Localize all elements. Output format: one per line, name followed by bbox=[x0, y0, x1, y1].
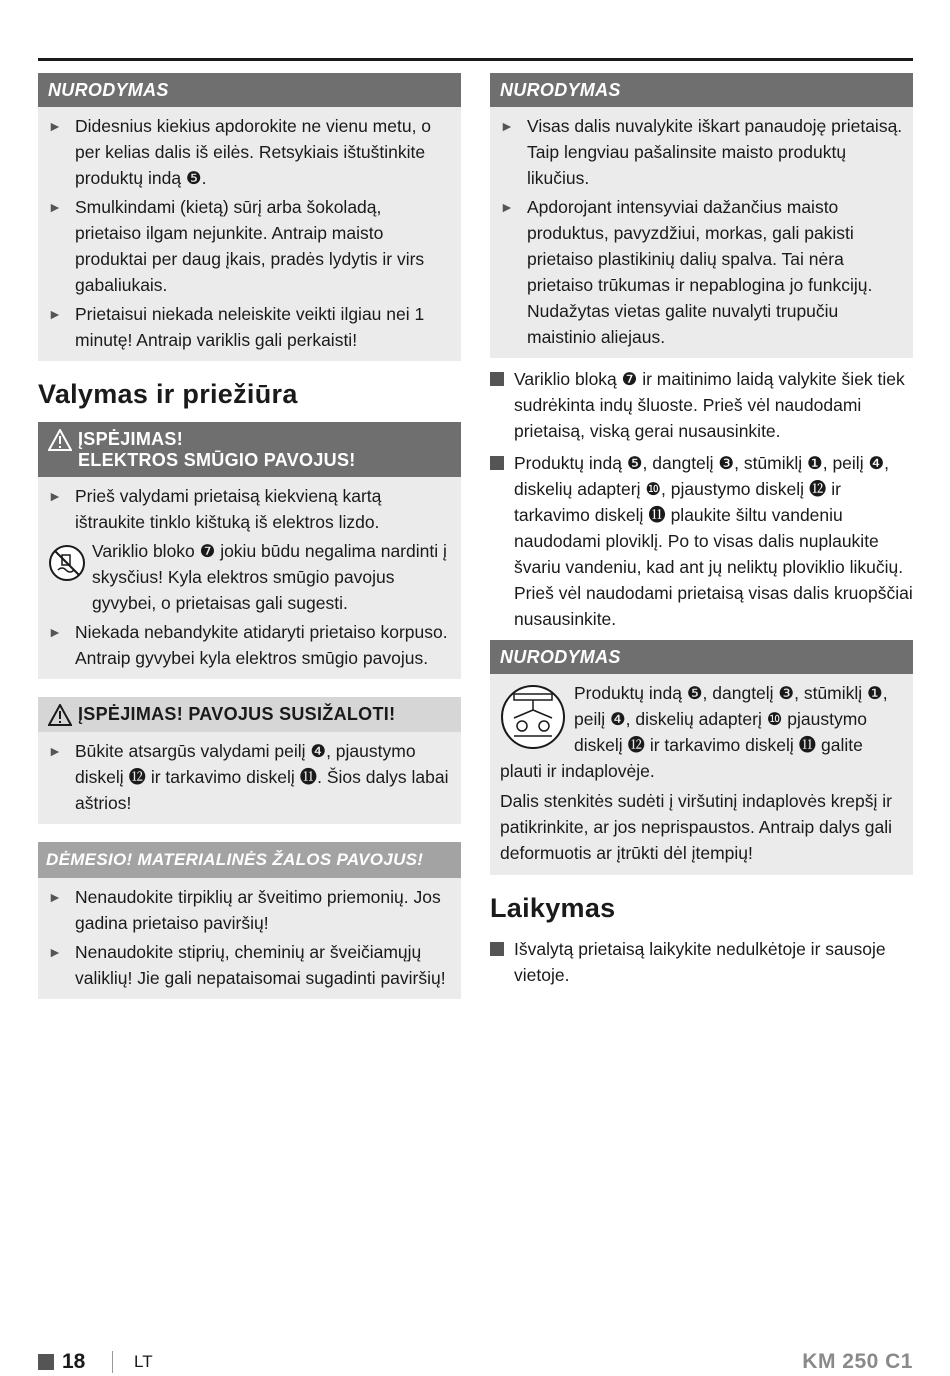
arrow-bullet-icon: ► bbox=[48, 199, 62, 215]
arrow-bullet-icon: ► bbox=[500, 118, 514, 134]
warning-item: ► Būkite atsargūs valydami peilį ❹, pjaustymo diskelį ⓬ ir tarkavimo diskelį ⓫. Šios dalys labai aštrios! bbox=[48, 738, 451, 816]
damage-box bbox=[38, 842, 461, 999]
note-dishwasher-box bbox=[490, 640, 913, 875]
dishwasher-icon bbox=[500, 684, 566, 750]
warning-electric-title: ĮSPĖJIMAS! ELEKTROS SMŪGIO PAVOJUS! bbox=[38, 422, 461, 477]
left-column bbox=[38, 73, 461, 1017]
arrow-bullet-icon: ► bbox=[500, 199, 514, 215]
damage-item: ► Nenaudokite tirpiklių ar šveitimo priemonių. Jos gadina prietaiso paviršių! bbox=[48, 884, 451, 936]
note-item: ► Didesnius kiekius apdorokite ne vienu metu, o per kelias dalis iš eilės. Retsykiais ištuštinkite produktų indą ❺. bbox=[48, 113, 451, 191]
note-box bbox=[38, 73, 461, 361]
arrow-bullet-icon: ► bbox=[48, 889, 62, 905]
note-item: ► Apdorojant intensyviai dažančius maisto produktus, pavyzdžiui, morkas, gali pakisti prietaiso plastikinių dalių spalva. Tai nėra prietaiso trūkumas ir nepablogina jo funkcijų. Nudažytas vietas galite nuvalyti trupučiu maistinio aliejaus. bbox=[500, 194, 903, 350]
square-bullet-icon bbox=[38, 1354, 54, 1370]
step-extra-text: Prieš vėl naudodami prietaisą visas dalis kruopščiai nusausinkite. bbox=[514, 583, 913, 629]
arrow-bullet-icon: ► bbox=[48, 944, 62, 960]
warning-item: ► Prieš valydami prietaisą kiekvieną kartą ištraukite tinklo kištuką iš elektros lizdo. bbox=[48, 483, 451, 535]
warning-item: ► Niekada nebandykite atidaryti prietaiso korpuso. Antraip gyvybei kyla elektros smūgio pavojus. bbox=[48, 619, 451, 671]
damage-item: ► Nenaudokite stiprių, cheminių ar šveičiamųjų valiklių! Jie gali nepataisomai sugadinti paviršių! bbox=[48, 939, 451, 991]
square-bullet-icon bbox=[490, 372, 504, 386]
note-item: ► Smulkindami (kietą) sūrį arba šokoladą, prietaiso ilgam nejunkite. Antraip maisto produktai per daug įkais, pradės lydytis ir virs gabaliukais. bbox=[48, 194, 451, 298]
footer-divider bbox=[112, 1351, 113, 1373]
note-title: NURODYMAS bbox=[490, 73, 913, 107]
warning-triangle-icon bbox=[48, 704, 72, 726]
model-number: KM 250 C1 bbox=[802, 1350, 913, 1373]
dishwasher-text: Produktų indą ❺, dangtelį ❸, stūmiklį ❶, peilį ❹, diskelių adapterį ❿ pjaustymo diskelį ⓬ ir tarkavimo diskelį ⓫ galite plauti ir indaplovėje. bbox=[500, 683, 888, 781]
warning-injury-title: ĮSPĖJIMAS! PAVOJUS SUSIŽALOTI! bbox=[38, 697, 461, 732]
page-number: 18 bbox=[62, 1350, 86, 1373]
section-heading-storage: Laikymas bbox=[490, 893, 616, 923]
arrow-bullet-icon: ► bbox=[48, 118, 62, 134]
note-title: NURODYMAS bbox=[38, 73, 461, 107]
note-box bbox=[490, 73, 913, 358]
storage-item: Išvalytą prietaisą laikykite nedulkėtoje ir sausoje vietoje. bbox=[490, 936, 913, 988]
no-immersion-item: Variklio bloko ❼ jokiu būdu negalima nardinti į skysčius! Kyla elektros smūgio pavojus gyvybei, o prietaisas gali sugesti. bbox=[48, 538, 451, 616]
arrow-bullet-icon: ► bbox=[48, 624, 62, 640]
note-item: ► Visas dalis nuvalykite iškart panaudoję prietaisą. Taip lengviau pašalinsite maisto produktų likučius. bbox=[500, 113, 903, 191]
top-rule bbox=[38, 58, 913, 61]
warning-electric-box bbox=[38, 422, 461, 679]
step-item: Produktų indą ❺, dangtelį ❸, stūmiklį ❶, peilį ❹, diskelių adapterį ❿, pjaustymo diskelį ⓬ ir tarkavimo diskelį ⓫ plaukite šiltu vandeniu naudodami ploviklį. Po to visas dalis nuplaukite švariu vandeniu, kad ant jų neliktų ploviklio likučių. Prieš vėl naudodami prietaisą visas dalis kruopščiai nusausinkite. bbox=[490, 450, 913, 632]
section-heading-cleaning: Valymas ir priežiūra bbox=[38, 379, 298, 409]
right-column bbox=[490, 73, 913, 994]
damage-title: DĖMESIO! MATERIALINĖS ŽALOS PAVOJUS! bbox=[38, 842, 461, 878]
square-bullet-icon bbox=[490, 456, 504, 470]
arrow-bullet-icon: ► bbox=[48, 488, 62, 504]
warning-triangle-icon bbox=[48, 429, 72, 451]
warning-injury-box bbox=[38, 697, 461, 824]
dishwasher-text: Dalis stenkitės sudėti į viršutinį indaplovės krepšį ir patikrinkite, ar jos neprispaustos. Antraip dalys gali deformuotis ar įtrūkti dėl įtempių! bbox=[500, 791, 893, 863]
step-item: Variklio bloką ❼ ir maitinimo laidą valykite šiek tiek sudrėkinta indų šluoste. Prieš vėl naudodami prietaisą, viską gerai nusausinkite. bbox=[490, 366, 913, 444]
page-footer bbox=[38, 1350, 913, 1376]
note-item: ► Prietaisui niekada neleiskite veikti ilgiau nei 1 minutę! Antraip variklis gali perkaisti! bbox=[48, 301, 451, 353]
square-bullet-icon bbox=[490, 942, 504, 956]
arrow-bullet-icon: ► bbox=[48, 306, 62, 322]
arrow-bullet-icon: ► bbox=[48, 743, 62, 759]
language-code: LT bbox=[134, 1352, 153, 1371]
no-immersion-icon bbox=[48, 544, 86, 582]
note-title: NURODYMAS bbox=[490, 640, 913, 674]
